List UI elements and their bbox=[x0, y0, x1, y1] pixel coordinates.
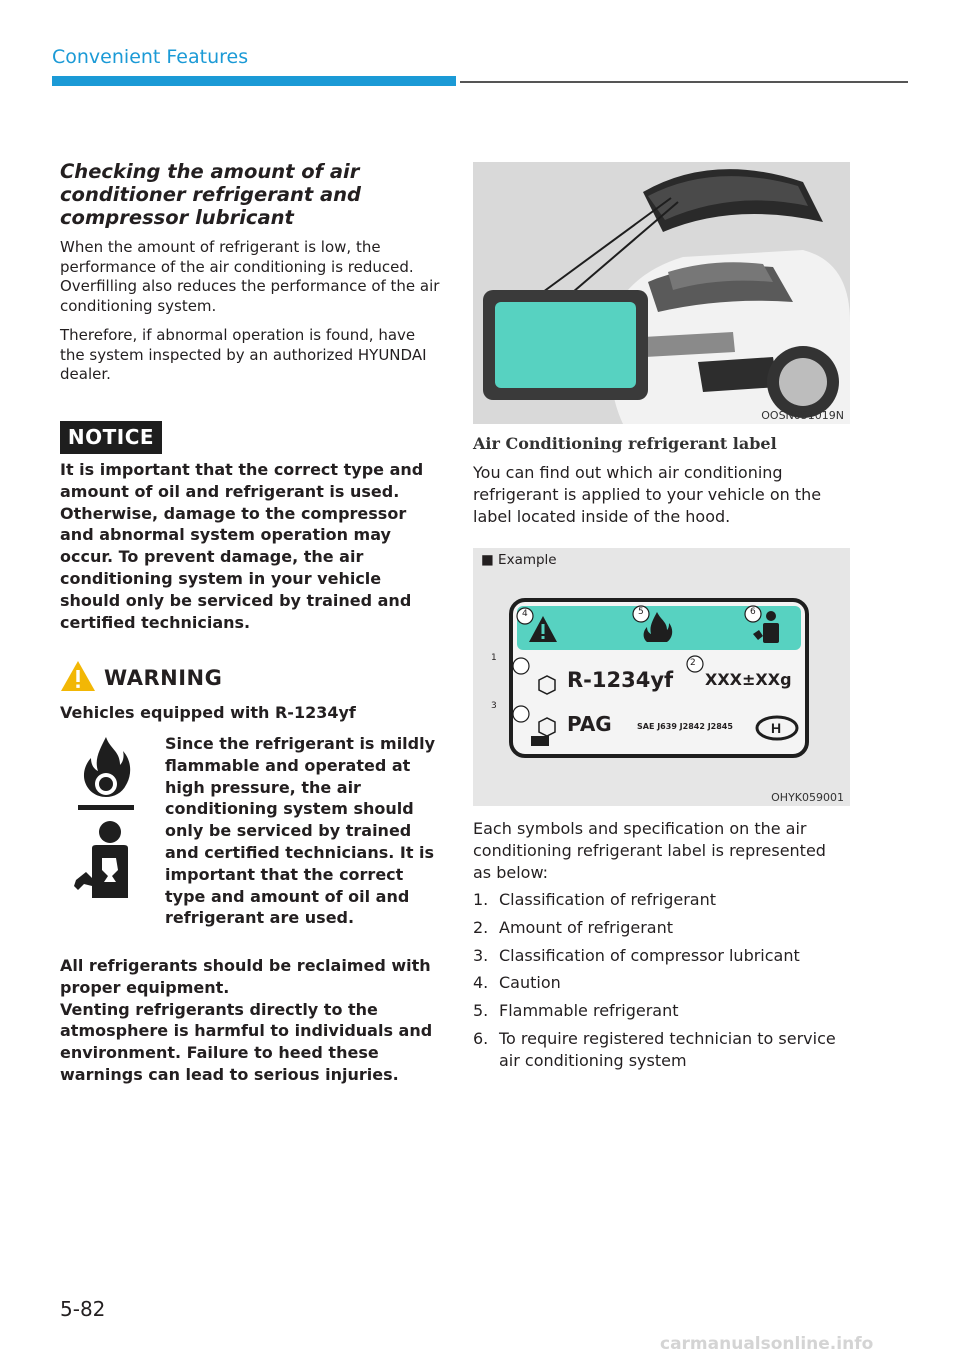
car-hood-illustration bbox=[473, 162, 850, 424]
page-number: 5-82 bbox=[60, 1297, 106, 1321]
list-item: 1. Classification of refrigerant bbox=[473, 890, 716, 909]
flammable-icon bbox=[76, 735, 136, 813]
lubricant-type: PAG bbox=[567, 712, 612, 736]
warning-icon bbox=[60, 660, 96, 692]
example-tag: ■ Example bbox=[481, 552, 557, 568]
list-item: 4. Caution bbox=[473, 973, 561, 993]
notice-text: It is important that the correct type and amount of oil and refrigerant is used. Otherwise, damage to the compressor and abnormal system operation may occur. To prevent damage, the air conditioning system in your vehicle should only be serviced by trained and certified technicians. bbox=[60, 460, 424, 632]
refrigerant-amount: XXX±XXg bbox=[705, 670, 792, 689]
find-label-text: You can find out which air conditioning refrigerant is applied to your vehicle on the label located inside of the hood. bbox=[473, 463, 822, 526]
warning-footer bbox=[60, 955, 440, 1086]
intro-text bbox=[60, 238, 440, 395]
symbol-list bbox=[473, 889, 853, 1078]
header-rule bbox=[460, 81, 908, 83]
intro-paragraph-2: Therefore, if abnormal operation is found, have the system inspected by an authorized HYUNDAI dealer. bbox=[60, 326, 427, 383]
photo-caption: Air Conditioning refrigerant label bbox=[473, 434, 777, 453]
list-item: 3. Classification of compressor lubricant bbox=[473, 945, 800, 965]
list-intro: Each symbols and specification on the air conditioning refrigerant label is represented as below: bbox=[473, 819, 826, 882]
warning-footer-line-1: All refrigerants should be reclaimed with proper equipment. bbox=[60, 956, 431, 997]
technician-icon bbox=[72, 820, 138, 902]
warning-title: WARNING bbox=[104, 666, 223, 690]
warning-footer-line-2: Venting refrigerants directly to the atmosphere is harmful to individuals and environment. Failure to heed these warnings can lead to serious injuries. bbox=[60, 999, 433, 1084]
list-item: 5. Flammable refrigerant bbox=[473, 1001, 679, 1021]
header-accent-bar bbox=[52, 76, 456, 86]
watermark: carmanualsonline.info bbox=[660, 1334, 874, 1354]
example-code: OHYK059001 bbox=[771, 791, 844, 804]
list-item: 2. Amount of refrigerant bbox=[473, 917, 673, 937]
svg-text:H: H bbox=[771, 720, 782, 736]
marker-6: 6 bbox=[750, 607, 756, 617]
page-heading: Checking the amount of air conditioner refrigerant and compressor lubricant bbox=[60, 160, 361, 229]
list-item: 6. To require registered technician to service air conditioning system bbox=[473, 1028, 836, 1070]
notice-badge: NOTICE bbox=[60, 421, 162, 454]
refrigerant-type: R-1234yf bbox=[567, 668, 674, 692]
intro-paragraph-1: When the amount of refrigerant is low, the performance of the air conditioning is reduced. Overfilling also reduces the performance of the air conditioning system. bbox=[60, 238, 440, 315]
marker-5: 5 bbox=[638, 607, 644, 617]
warning-subtitle: Vehicles equipped with R-1234yf bbox=[60, 703, 356, 722]
photo-code: OOSN051019N bbox=[761, 409, 844, 422]
marker-2: 2 bbox=[690, 658, 696, 668]
marker-4: 4 bbox=[522, 609, 528, 619]
marker-1: 1 bbox=[491, 653, 497, 663]
sae-standards: SAE J639 J2842 J2845 bbox=[637, 722, 733, 731]
example-label-panel bbox=[473, 548, 850, 806]
marker-3: 3 bbox=[491, 701, 497, 711]
warning-side-text: Since the refrigerant is mildly flammable and operated at high pressure, the air conditioning system should only be serviced by trained and certified technicians. It is important that the correct type and amount of oil and refrigerant are used. bbox=[165, 734, 436, 928]
section-title: Convenient Features bbox=[52, 46, 249, 68]
hood-label-photo bbox=[473, 162, 850, 424]
